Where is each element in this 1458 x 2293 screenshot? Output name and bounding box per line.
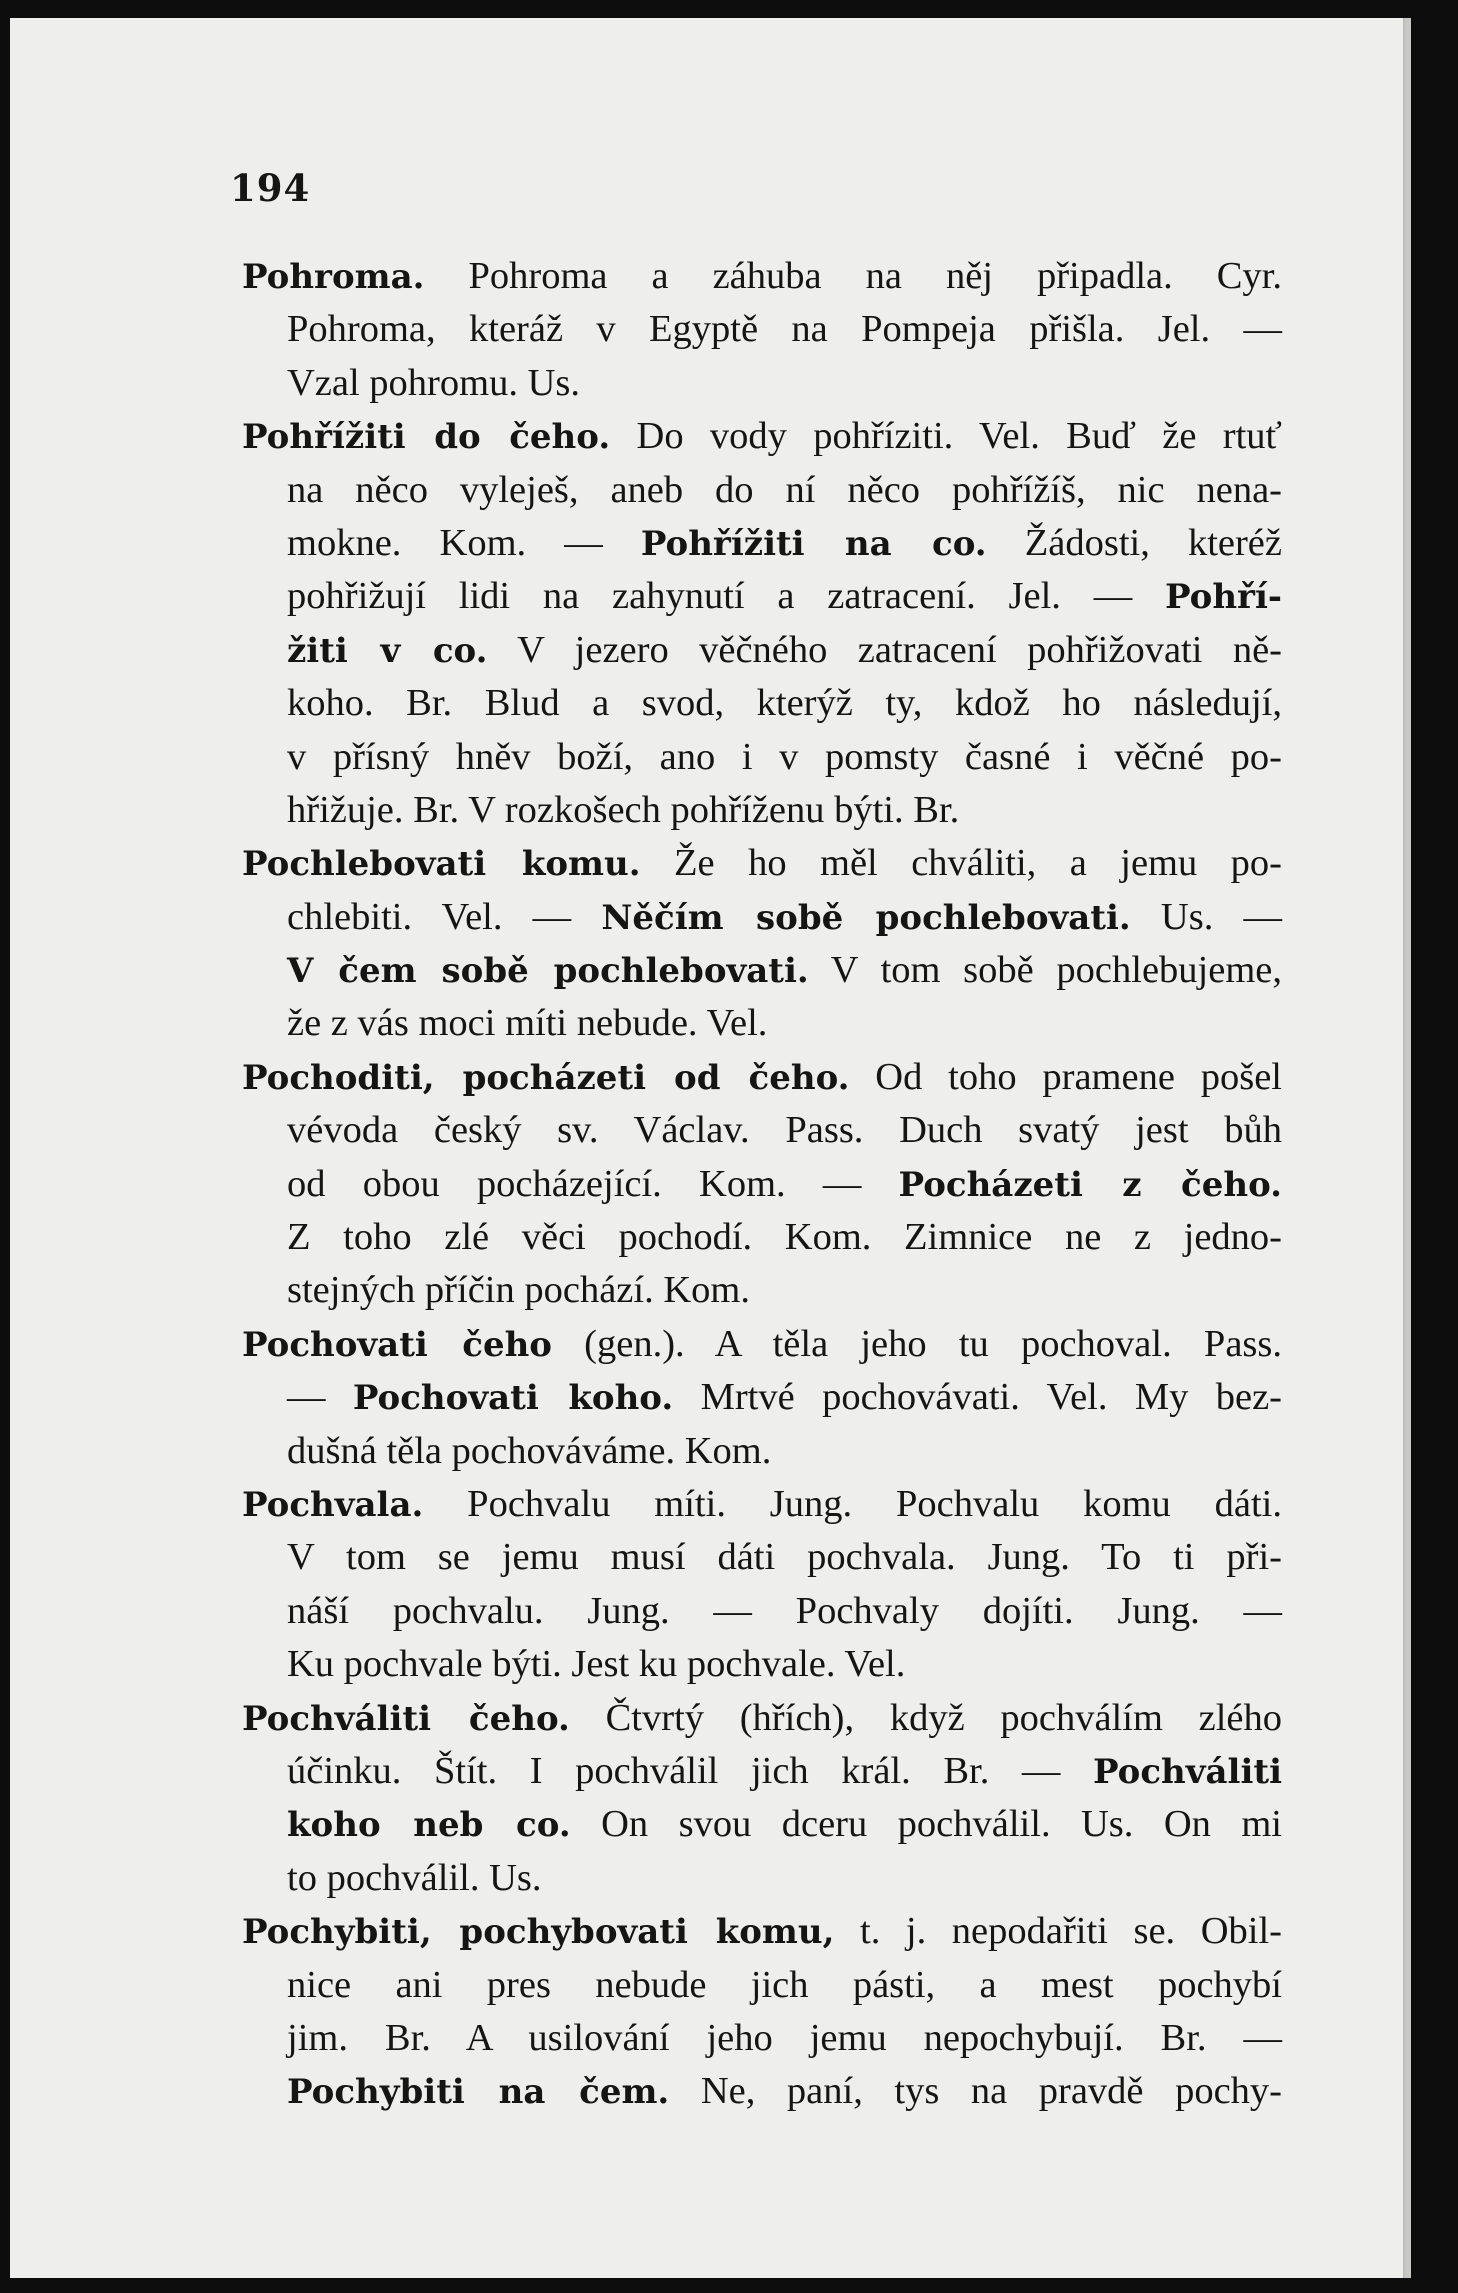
entry-headword: Pochybiti, pochybovati komu,	[242, 1912, 835, 1953]
book-page	[10, 18, 1405, 2278]
entry-headword: Pochoditi, pocházeti od čeho.	[242, 1057, 850, 1098]
text-line	[242, 2012, 1282, 2065]
text-line	[242, 1425, 1282, 1478]
entry-text: Ku pochvale býti. Jest ku pochvale. Vel.	[287, 1643, 906, 1686]
entry-text: pohřižují lidi na zahynutí a zatracení. Jel. —	[287, 575, 1165, 618]
entry-headword: Pochváliti čeho.	[242, 1698, 570, 1739]
text-line	[242, 1531, 1282, 1584]
text-line	[242, 944, 1282, 997]
text-line	[242, 357, 1282, 410]
text-line	[242, 303, 1282, 356]
entry-headword: koho neb co.	[287, 1805, 571, 1846]
entry-text: účinku. Štít. I pochválil jich král. Br. —	[287, 1749, 1093, 1792]
text-line	[242, 997, 1282, 1050]
entry-headword: Pohřížiti na co.	[640, 523, 987, 564]
entry-text: že z vás moci míti nebude. Vel.	[287, 1002, 768, 1045]
text-line	[242, 1264, 1282, 1317]
text-line	[242, 250, 1282, 303]
text-line	[242, 1745, 1282, 1798]
entry-text: od obou pocházející. Kom. —	[287, 1162, 899, 1205]
text-line	[242, 1158, 1282, 1211]
text-line	[242, 464, 1282, 517]
page-edge	[1405, 18, 1411, 2278]
text-line	[242, 1371, 1282, 1424]
entry-text: Čtvrtý (hřích), když pochválím zlého	[569, 1696, 1282, 1739]
text-line	[242, 1905, 1282, 1958]
text-line	[242, 1318, 1282, 1371]
entry-text: V jezero věčného zatracení pohřižovati ně-	[487, 628, 1282, 671]
entry-text: Ne, paní, tys na pravdě pochy-	[669, 2070, 1282, 2113]
entry-headword: Pochovati čeho	[242, 1324, 552, 1365]
entry-headword: Pocházeti z čeho.	[898, 1164, 1282, 1205]
entry-text: vévoda český sv. Václav. Pass. Duch svatý jest bůh	[287, 1109, 1282, 1152]
entry-headword: Pochvala.	[242, 1484, 424, 1525]
entry-text: Žádosti, kteréž	[986, 521, 1282, 564]
text-line	[242, 784, 1282, 837]
text-line	[242, 731, 1282, 784]
entry-text: Us. —	[1130, 895, 1282, 938]
entry-text: jim. Br. A usilování jeho jemu nepochybují. Br. —	[287, 2016, 1282, 2059]
entry-text: Od toho pramene pošel	[849, 1055, 1282, 1098]
entry-headword: žiti v co.	[287, 630, 488, 671]
text-line	[242, 1585, 1282, 1638]
text-line	[242, 517, 1282, 570]
entry-headword: Pohří-	[1165, 577, 1282, 618]
entry-text: t. j. nepodařiti se. Obil-	[834, 1910, 1282, 1953]
text-line	[242, 837, 1282, 890]
entry-text: náší pochvalu. Jung. — Pochvaly dojíti. Jung. —	[287, 1589, 1282, 1632]
text-line	[242, 1104, 1282, 1157]
text-line	[242, 1959, 1282, 2012]
text-line	[242, 677, 1282, 730]
page-number: 194	[230, 166, 311, 210]
entry-text: Pohroma, kteráž v Egyptě na Pompeja přišla. Jel. —	[287, 308, 1282, 351]
entry-headword: Pochovati koho.	[352, 1378, 674, 1419]
text-line	[242, 1798, 1282, 1851]
text-line	[242, 891, 1282, 944]
text-line	[242, 410, 1282, 463]
text-line	[242, 1478, 1282, 1531]
entry-text: —	[287, 1376, 353, 1419]
text-line	[242, 1211, 1282, 1264]
entry-headword: Něčím sobě pochlebovati.	[601, 897, 1131, 938]
text-line	[242, 2065, 1282, 2118]
entry-text: nice ani pres nebude jich pásti, a mest pochybí	[287, 1963, 1282, 2006]
entry-text: Mrtvé pochovávati. Vel. My bez-	[673, 1376, 1282, 1419]
entry-text: Vzal pohromu. Us.	[287, 361, 580, 404]
text-line	[242, 1638, 1282, 1691]
entry-text: chlebiti. Vel. —	[287, 895, 602, 938]
text-line	[242, 624, 1282, 677]
entry-text: Pohroma a záhuba na něj připadla. Cyr.	[424, 255, 1282, 297]
entry-text: dušná těla pochováváme. Kom.	[287, 1429, 772, 1472]
entry-text: v přísný hněv boží, ano i v pomsty časné i věčné po-	[287, 735, 1282, 778]
entry-text: to pochválil. Us.	[287, 1856, 542, 1899]
entry-text: koho. Br. Blud a svod, kterýž ty, kdož ho následují,	[287, 682, 1282, 725]
entry-text: Z toho zlé věci pochodí. Kom. Zimnice ne z jedno-	[287, 1216, 1282, 1259]
entry-text: V tom se jemu musí dáti pochvala. Jung. To ti při-	[287, 1536, 1282, 1579]
entry-headword: Pohřížiti do čeho.	[242, 417, 611, 458]
entry-headword: Pochváliti	[1093, 1751, 1282, 1792]
text-line	[242, 1692, 1282, 1745]
entry-text: On svou dceru pochválil. Us. On mi	[570, 1803, 1282, 1846]
dictionary-text	[242, 250, 1282, 2119]
entry-headword: Pochlebovati komu.	[242, 844, 641, 885]
entry-text: Pochvalu míti. Jung. Pochvalu komu dáti.	[423, 1482, 1282, 1525]
entry-headword: Pohroma.	[242, 257, 425, 297]
entry-text: stejných příčin pochází. Kom.	[287, 1269, 750, 1312]
text-line	[242, 1051, 1282, 1104]
entry-text: Do vody pohříziti. Vel. Buď že rtuť	[610, 415, 1282, 458]
text-line	[242, 1852, 1282, 1905]
entry-text: Že ho měl chváliti, a jemu po-	[640, 842, 1282, 885]
entry-text: (gen.). A těla jeho tu pochoval. Pass.	[551, 1322, 1282, 1365]
entry-headword: Pochybiti na čem.	[287, 2072, 670, 2113]
entry-text: hřižuje. Br. V rozkošech pohříženu býti. Br.	[287, 788, 960, 831]
entry-text: na něco vyleješ, aneb do ní něco pohřížíš, nic nena-	[287, 468, 1282, 511]
entry-headword: V čem sobě pochlebovati.	[287, 951, 809, 992]
text-line	[242, 570, 1282, 623]
entry-text: mokne. Kom. —	[287, 521, 641, 564]
entry-text: V tom sobě pochlebujeme,	[808, 949, 1282, 992]
